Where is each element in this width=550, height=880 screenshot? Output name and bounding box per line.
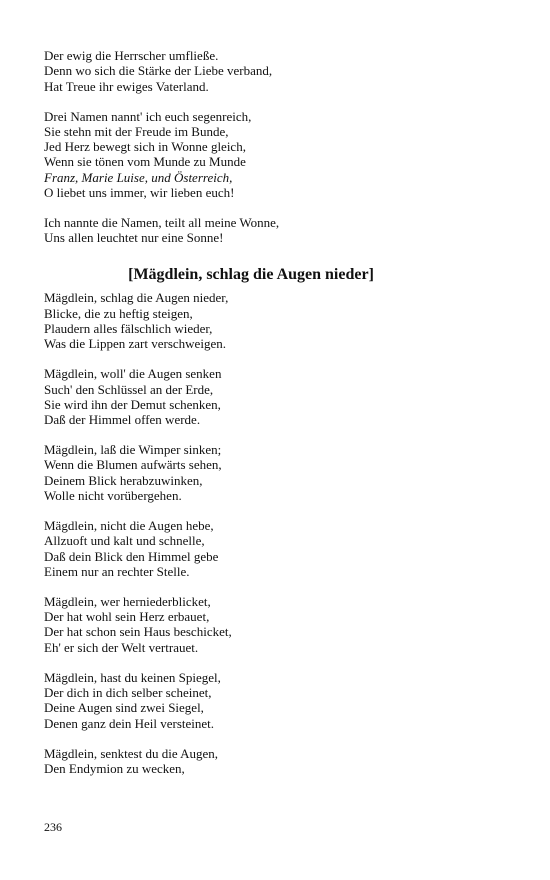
verse-line: Mägdlein, nicht die Augen hebe, (44, 517, 214, 533)
verse-line: Mägdlein, wer herniederblicket, (44, 593, 211, 609)
verse-line: Der ewig die Herrscher umfließe. (44, 48, 219, 63)
page-number: 236 (44, 820, 62, 834)
stanza-1 (44, 290, 514, 351)
verse-line: Wolle nicht vorübergehen. (44, 487, 182, 503)
verse-line: Mägdlein, schlag die Augen nieder, (44, 290, 229, 306)
verse-line-italic: Franz, Marie Luise, und Österreich, (44, 169, 233, 185)
verse-line: Den Endymion zu wecken, (44, 760, 185, 776)
verse-line: Mägdlein, hast du keinen Spiegel, (44, 669, 221, 685)
poem-title: [Mägdlein, schlag die Augen nieder] (128, 266, 374, 284)
stanza-7 (44, 746, 514, 777)
stanza-2 (44, 366, 514, 427)
verse-line: Sie wird ihn der Demut schenken, (44, 396, 221, 412)
page-body (44, 48, 514, 776)
verse-line: Der hat schon sein Haus beschicket, (44, 624, 232, 640)
stanza-3 (44, 215, 514, 246)
verse-line: Denen ganz dein Heil versteinet. (44, 715, 215, 731)
verse-line: Daß dein Blick den Himmel gebe (44, 548, 219, 564)
verse-line: Such' den Schlüssel an der Erde, (44, 381, 214, 397)
verse-line: Deinem Blick herabzuwinken, (44, 472, 203, 488)
verse-line: Einem nur an rechter Stelle. (44, 563, 190, 579)
stanza-2 (44, 109, 514, 201)
verse-line: Mägdlein, woll' die Augen senken (44, 366, 222, 382)
verse-line: Allzuoft und kalt und schnelle, (44, 533, 205, 549)
verse-line: O liebet uns immer, wir lieben euch! (44, 185, 235, 201)
stanza-5 (44, 594, 514, 655)
verse-line: Wenn sie tönen vom Munde zu Munde (44, 154, 246, 170)
verse-line: Jed Herz bewegt sich in Wonne gleich, (44, 139, 246, 155)
stanza-1 (44, 48, 514, 94)
verse-line: Wenn die Blumen aufwärts sehen, (44, 457, 222, 473)
verse-line: Hat Treue ihr ewiges Vaterland. (44, 78, 209, 94)
verse-line: Drei Namen nannt' ich euch segenreich, (44, 108, 252, 124)
verse-line: Plaudern alles fälschlich wieder, (44, 320, 213, 336)
second-poem (44, 265, 514, 776)
verse-line: Mägdlein, senktest du die Augen, (44, 745, 219, 761)
verse-line: Sie stehn mit der Freude im Bunde, (44, 123, 229, 139)
verse-line: Der hat wohl sein Herz erbauet, (44, 609, 210, 625)
first-poem (44, 48, 514, 246)
verse-line: Mägdlein, laß die Wimper sinken; (44, 442, 222, 458)
verse-line: Eh' er sich der Welt vertrauet. (44, 639, 199, 655)
verse-line: Denn wo sich die Stärke der Liebe verband, (44, 63, 273, 79)
verse-line: Der dich in dich selber scheinet, (44, 685, 212, 700)
verse-line: Was die Lippen zart verschweigen. (44, 336, 226, 352)
stanza-3 (44, 442, 514, 503)
verse-line: Daß der Himmel offen werde. (44, 412, 201, 428)
verse-line: Ich nannte die Namen, teilt all meine Wonne, (44, 215, 280, 231)
stanza-6 (44, 670, 514, 731)
verse-line: Deine Augen sind zwei Siegel, (44, 700, 204, 716)
verse-line: Uns allen leuchtet nur eine Sonne! (44, 230, 224, 246)
stanza-4 (44, 518, 514, 579)
verse-line: Blicke, die zu heftig steigen, (44, 305, 193, 321)
